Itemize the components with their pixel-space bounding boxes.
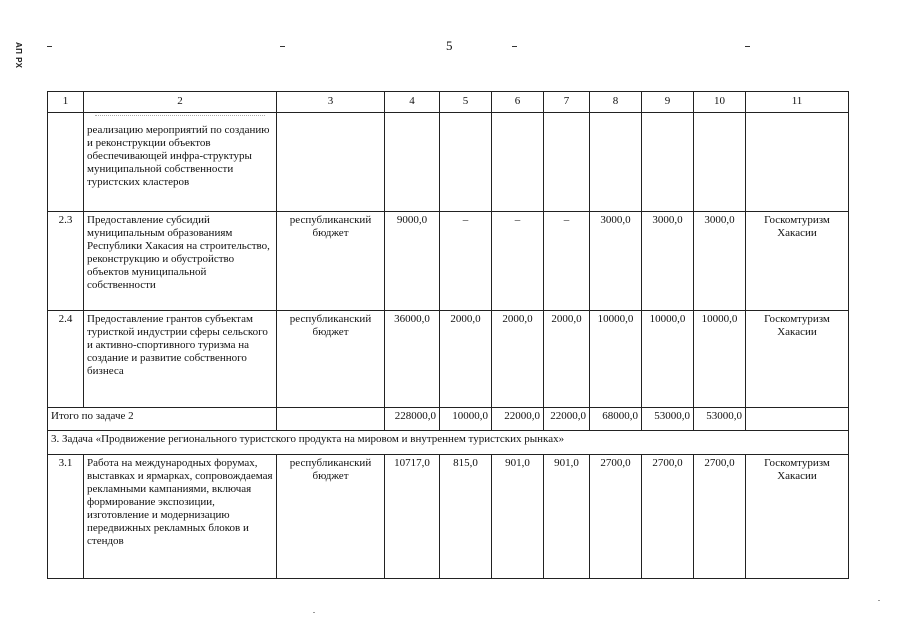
column-header: 6 (492, 92, 544, 113)
table-row (48, 212, 849, 311)
total-label: Итого по задаче 2 (48, 408, 277, 431)
cell-value: 815,0 (440, 455, 492, 579)
column-header: 3 (277, 92, 385, 113)
scan-dot (878, 600, 880, 601)
table-row (48, 311, 849, 408)
row-number: 2.4 (48, 311, 84, 408)
cell-value: 901,0 (544, 455, 590, 579)
cell-executor: Госкомтуризм Хакасии (746, 212, 849, 311)
total-value: 22000,0 (544, 408, 590, 431)
cell-value: 9000,0 (385, 212, 440, 311)
row-number: 3.1 (48, 455, 84, 579)
cell (746, 113, 849, 212)
cell-description: Предоставление субсидий муниципальным образованиям Республики Хакасия на строительство, реконструкцию и обустройство объектов муниципальной собственности (84, 212, 277, 311)
continuation-text: реализацию мероприятий по созданию и реконструкции объектов обеспечивающей инфра-структуры муниципальной собственности туристских кластеров (87, 124, 270, 188)
cell-value: 10000,0 (642, 311, 694, 408)
cell-value: 901,0 (492, 455, 544, 579)
cell-value: 2700,0 (590, 455, 642, 579)
cell-value: 2700,0 (642, 455, 694, 579)
cell-value: 3000,0 (590, 212, 642, 311)
cell (385, 113, 440, 212)
total-value: 68000,0 (590, 408, 642, 431)
cell-value: 10717,0 (385, 455, 440, 579)
cell (694, 113, 746, 212)
total-value: 53000,0 (694, 408, 746, 431)
scan-dot (313, 612, 315, 613)
cell (277, 408, 385, 431)
cell-value: 36000,0 (385, 311, 440, 408)
column-header: 10 (694, 92, 746, 113)
column-number-row (48, 92, 849, 113)
cell-value: 2000,0 (544, 311, 590, 408)
cell-executor: Госкомтуризм Хакасии (746, 311, 849, 408)
page-number: 5 (446, 38, 453, 53)
column-header: 8 (590, 92, 642, 113)
column-header: 2 (84, 92, 277, 113)
cell-value: – (544, 212, 590, 311)
column-header: 1 (48, 92, 84, 113)
faded-line (95, 115, 265, 122)
table-row (48, 113, 849, 212)
task-3-header: 3. Задача «Продвижение регионального туристского продукта на мировом и внутреннем туристских рынках» (48, 431, 849, 455)
cell-value: – (492, 212, 544, 311)
column-header: 7 (544, 92, 590, 113)
cell-description (84, 113, 277, 212)
cell-source: республиканский бюджет (277, 455, 385, 579)
cell-value: 3000,0 (694, 212, 746, 311)
cell (492, 113, 544, 212)
cell (544, 113, 590, 212)
header-dash (47, 46, 52, 47)
side-stamp: АП РХ (14, 42, 23, 69)
cell-source: республиканский бюджет (277, 212, 385, 311)
table-row (48, 455, 849, 579)
cell-value: – (440, 212, 492, 311)
program-table (47, 91, 849, 579)
row-number: 2.3 (48, 212, 84, 311)
total-value: 22000,0 (492, 408, 544, 431)
cell (440, 113, 492, 212)
total-row (48, 408, 849, 431)
cell-source: республиканский бюджет (277, 311, 385, 408)
cell-description: Предоставление грантов субъектам туристкой индустрии сферы сельского и активно-спортивного туризма на создание и развитие собственного бизнеса (84, 311, 277, 408)
header-dash (745, 46, 750, 47)
header-dash (280, 46, 285, 47)
column-header: 11 (746, 92, 849, 113)
column-header: 5 (440, 92, 492, 113)
column-header: 4 (385, 92, 440, 113)
cell-value: 10000,0 (694, 311, 746, 408)
total-value: 228000,0 (385, 408, 440, 431)
total-value: 53000,0 (642, 408, 694, 431)
cell-value: 2000,0 (440, 311, 492, 408)
cell-value: 10000,0 (590, 311, 642, 408)
cell-value: 3000,0 (642, 212, 694, 311)
cell (642, 113, 694, 212)
cell (590, 113, 642, 212)
cell-executor: Госкомтуризм Хакасии (746, 455, 849, 579)
section-header-row (48, 431, 849, 455)
total-value: 10000,0 (440, 408, 492, 431)
cell (746, 408, 849, 431)
cell-value: 2700,0 (694, 455, 746, 579)
cell (48, 113, 84, 212)
column-header: 9 (642, 92, 694, 113)
cell (277, 113, 385, 212)
cell-description: Работа на международных форумах, выставках и ярмарках, сопровождаемая рекламными кампаниями, включая формирование экспозиции, изготовление и модернизацию передвижных рекламных блоков и стендов (84, 455, 277, 579)
header-dash (512, 46, 517, 47)
cell-value: 2000,0 (492, 311, 544, 408)
